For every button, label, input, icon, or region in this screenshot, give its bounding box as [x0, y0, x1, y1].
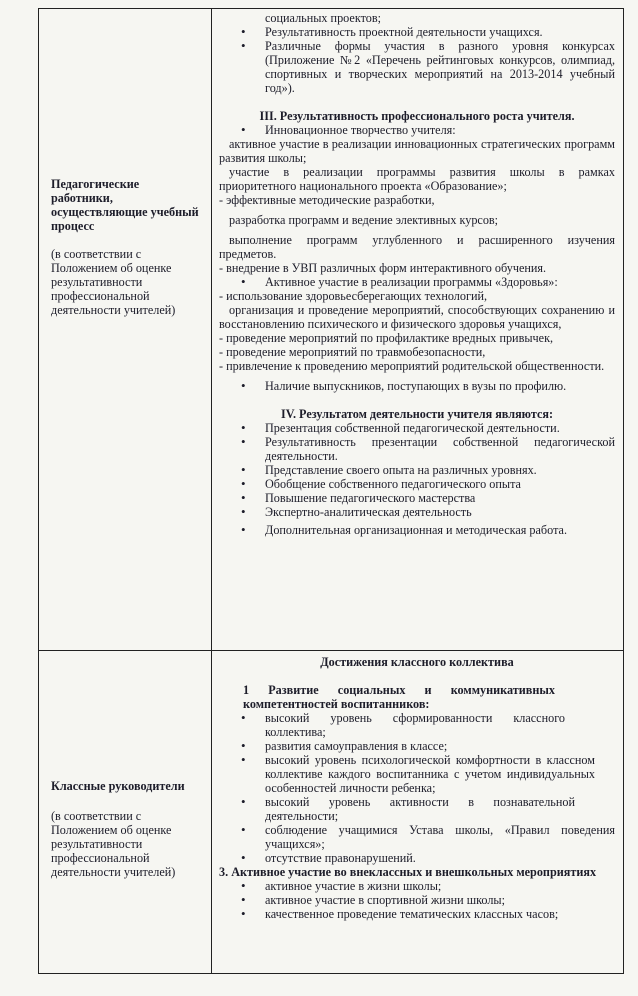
teachers-title: Педагогические работники, осуществляющие учебный процесс: [51, 177, 199, 233]
list-item: • Экспертно-аналитическая деятельность: [219, 505, 615, 519]
list-item: • высокий уровень сформированности классного коллектива;: [219, 711, 615, 739]
social-bullets: [219, 711, 615, 865]
text-line: организация и проведение мероприятий, способствующих сохранению и восстановлению психического и физического здоровья учащихся,: [219, 303, 615, 331]
heading-1: 1 Развитие социальных и коммуникативных компетентностей воспитанников:: [243, 683, 555, 711]
heading-iv: IV. Результатом деятельности учителя являются:: [280, 407, 554, 421]
row-divider: [39, 650, 623, 651]
list-item: • высокий уровень активности в познавательной деятельности;: [219, 795, 615, 823]
heading-iii: III. Результативность профессионального роста учителя.: [259, 109, 575, 123]
text-line: выполнение программ углубленного и расширенного изучения предметов.: [219, 233, 615, 261]
grads-bullet: [219, 379, 615, 393]
list-item: • качественное проведение тематических классных часов;: [219, 907, 615, 921]
text-line: - проведение мероприятий по травмобезопасности,: [219, 345, 486, 359]
text-line: участие в реализации программы развития школы в рамках приоритетного национального проекта «Образование»;: [219, 165, 615, 193]
list-item: • Различные формы участия в разного уровня конкурсах (Приложение №2 «Перечень рейтинговых конкурсов, олимпиад, спортивных и творческих мероприятий на 2013-2014 учебный год»).: [219, 39, 615, 95]
list-item: • Повышение педагогического мастерства: [219, 491, 615, 505]
heading-3: 3. Активное участие во внеклассных и внешкольных мероприятиях: [219, 865, 597, 879]
list-item: • Результативность проектной деятельности учащихся.: [219, 25, 615, 39]
list-item: • соблюдение учащимися Устава школы, «Правил поведения учащихся»;: [219, 823, 615, 851]
text-line: - привлечение к проведению мероприятий родительской общественности.: [219, 359, 605, 373]
column-divider: [211, 9, 212, 973]
list-item: • высокий уровень психологической комфортности в классном коллективе каждого воспитанника с учетом индивидуальных особенностей личности ребенка;: [219, 753, 615, 795]
row2-right-cell: [219, 655, 615, 921]
list-item: • отсутствие правонарушений.: [219, 851, 615, 865]
list-item: • активное участие в жизни школы;: [219, 879, 615, 893]
results-bullets: [219, 421, 615, 537]
top-line: социальных проектов;: [265, 11, 381, 25]
health-bullet: [219, 275, 615, 289]
top-bullets: [219, 25, 615, 95]
text-line: - внедрение в УВП различных форм интерактивного обучения.: [219, 261, 547, 275]
list-item: • Обобщение собственного педагогического опыта: [219, 477, 615, 491]
row1-right-cell: [219, 11, 615, 537]
list-item: • Дополнительная организационная и методическая работа.: [219, 523, 615, 537]
text-line: разработка программ и ведение элективных курсов;: [229, 213, 499, 227]
list-item: • Представление своего опыта на различных уровнях.: [219, 463, 615, 477]
list-item: • активное участие в спортивной жизни школы;: [219, 893, 615, 907]
class-teachers-subtitle: (в соответствии с Положением об оценке результативности профессиональной деятельности учителей): [51, 809, 176, 879]
text-line: - проведение мероприятий по профилактике вредных привычек,: [219, 331, 554, 345]
row2-left-cell: [51, 779, 201, 879]
row1-left-cell: [51, 177, 201, 317]
list-item: • Презентация собственной педагогической деятельности.: [219, 421, 615, 435]
innov-bullet: [219, 123, 615, 137]
list-item: • Активное участие в реализации программы «Здоровья»:: [219, 275, 615, 289]
criteria-table: [38, 8, 624, 974]
list-item: • развития самоуправления в классе;: [219, 739, 615, 753]
list-item: • Наличие выпускников, поступающих в вузы по профилю.: [219, 379, 615, 393]
list-item: • Инновационное творчество учителя:: [219, 123, 615, 137]
list-item: • Результативность презентации собственной педагогической деятельности.: [219, 435, 615, 463]
text-line: - эффективные методические разработки,: [219, 193, 435, 207]
activity-bullets: [219, 879, 615, 921]
text-line: активное участие в реализации инновационных стратегических программ развития школы;: [219, 137, 615, 165]
text-line: - использование здоровьесберегающих технологий,: [219, 289, 488, 303]
achievements-heading: Достижения классного коллектива: [320, 655, 514, 669]
class-teachers-title: Классные руководители: [51, 779, 185, 793]
teachers-subtitle: (в соответствии с Положением об оценке результативности профессиональной деятельности учителей): [51, 247, 176, 317]
